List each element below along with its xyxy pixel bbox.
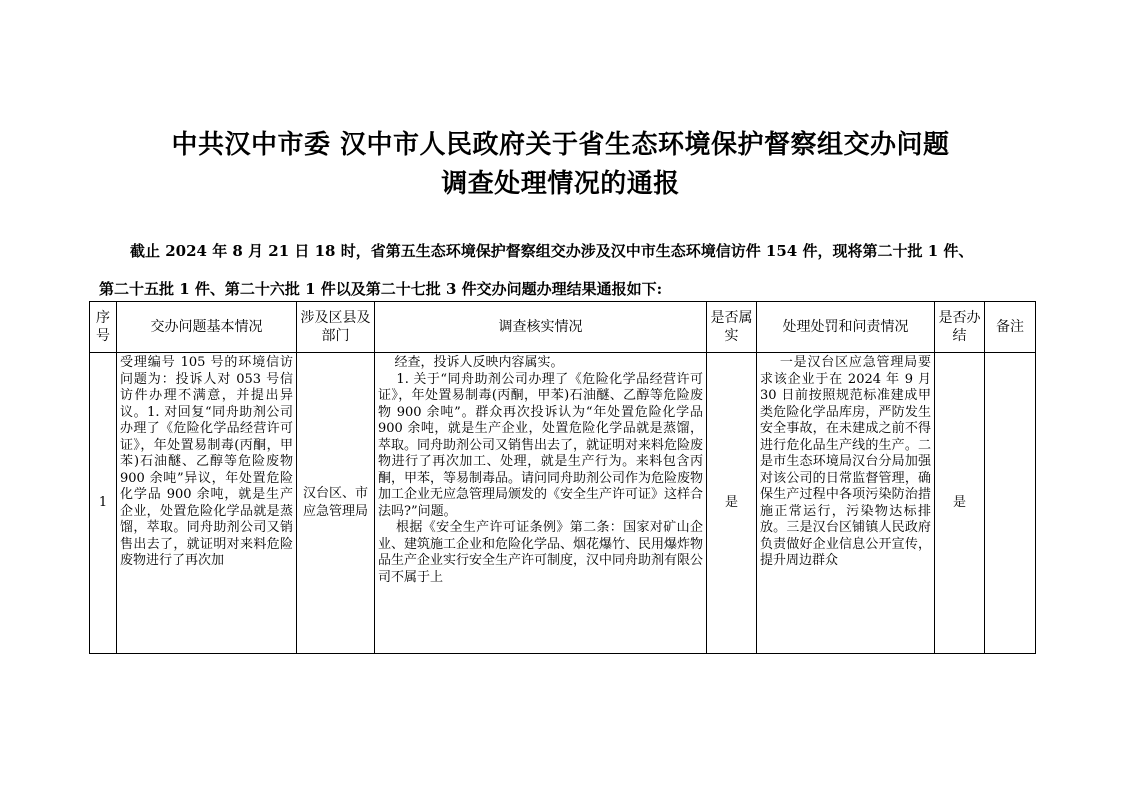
investigation-text: 经查，投诉人反映内容属实。 1. 关于“同舟助剂公司办理了《危险化学品经营许可证》，年处置易制毒(丙酮，甲苯)石油醚、乙醇等危险废物 900 余吨”。群众再次投诉认为“年处置危险化学品 900 余吨，就是生产企业，处置危险化学品就是蒸馏，萃取。同舟助剂公司又销售出去了，就证明对来料危险废物进行了再次加工、处理，就是生产行为。来料包含丙酮，甲苯，等易制毒品。请问同舟助剂公司作为危险废物加工企业无应急管理局颁发的《安全生产许可证》这样合法吗?”问题。 根据《安全生产许可证条例》第二条：国家对矿山企业、建筑施工企业和危险化学品、烟花爆竹、民用爆炸物品生产企业实行安全生产许可制度，汉中同舟助剂有限公司不属于上	[378, 355, 704, 585]
intro-paragraph-line1: 截止 2024 年 8 月 21 日 18 时，省第五生态环境保护督察组交办涉及汉中市生态环境信访件 154 件，现将第二十批 1 件、	[130, 242, 974, 260]
intro-paragraph-line2: 第二十五批 1 件、第二十六批 1 件以及第二十七批 3 件交办问题办理结果通报如下:	[99, 280, 663, 298]
report-table	[89, 301, 1036, 654]
header-handling: 处理处罚和问责情况	[757, 302, 935, 353]
header-basic-situation: 交办问题基本情况	[117, 302, 297, 353]
cell-investigation	[375, 353, 707, 654]
document-title-line1: 中共汉中市委 汉中市人民政府关于省生态环境保护督察组交办问题	[171, 130, 950, 160]
header-remarks: 备注	[985, 302, 1036, 353]
cell-basic-situation	[117, 353, 297, 654]
header-department: 涉及区县及部门	[297, 302, 375, 353]
header-closed: 是否办结	[935, 302, 985, 353]
table-row	[90, 353, 1036, 654]
cell-is-true: 是	[707, 353, 757, 654]
header-is-true: 是否属实	[707, 302, 757, 353]
cell-no: 1	[90, 353, 117, 654]
document-title-line2: 调查处理情况的通报	[441, 169, 680, 199]
handling-text: 一是汉台区应急管理局要求该企业于在 2024 年 9 月 30 日前按照规范标准建成甲类危险化学品库房，严防发生安全事故，在未建成之前不得进行危化品生产线的生产。二是市生态环境局汉台分局加强对该公司的日常监督管理，确保生产过程中各项污染防治措施正常运行，污染物达标排放。三是汉台区铺镇人民政府负责做好企业信息公开宣传，提升周边群众	[760, 355, 936, 568]
cell-department	[297, 353, 375, 654]
table-header-row	[90, 302, 1036, 353]
cell-remarks	[985, 353, 1036, 654]
header-no: 序号	[90, 302, 117, 353]
department-text: 汉台区、市应急管理局	[302, 486, 368, 519]
basic-situation-text: 受理编号 105 号的环境信访问题为：投诉人对 053 号信访件办理不满意，并提出异议。1. 对回复“同舟助剂公司办理了《危险化学品经营许可证》，年处置易制毒(丙酮，甲苯)石油醚、乙醇等危险废物 900 余吨”异议，年处置危险化学品 900 余吨，就是生产企业，处置危险化学品就是蒸馏，萃取。同舟助剂公司又销售出去了，就证明对来料危险废物进行了再次加	[120, 355, 298, 568]
cell-handling	[757, 353, 935, 654]
cell-closed: 是	[935, 353, 985, 654]
header-investigation: 调查核实情况	[375, 302, 707, 353]
